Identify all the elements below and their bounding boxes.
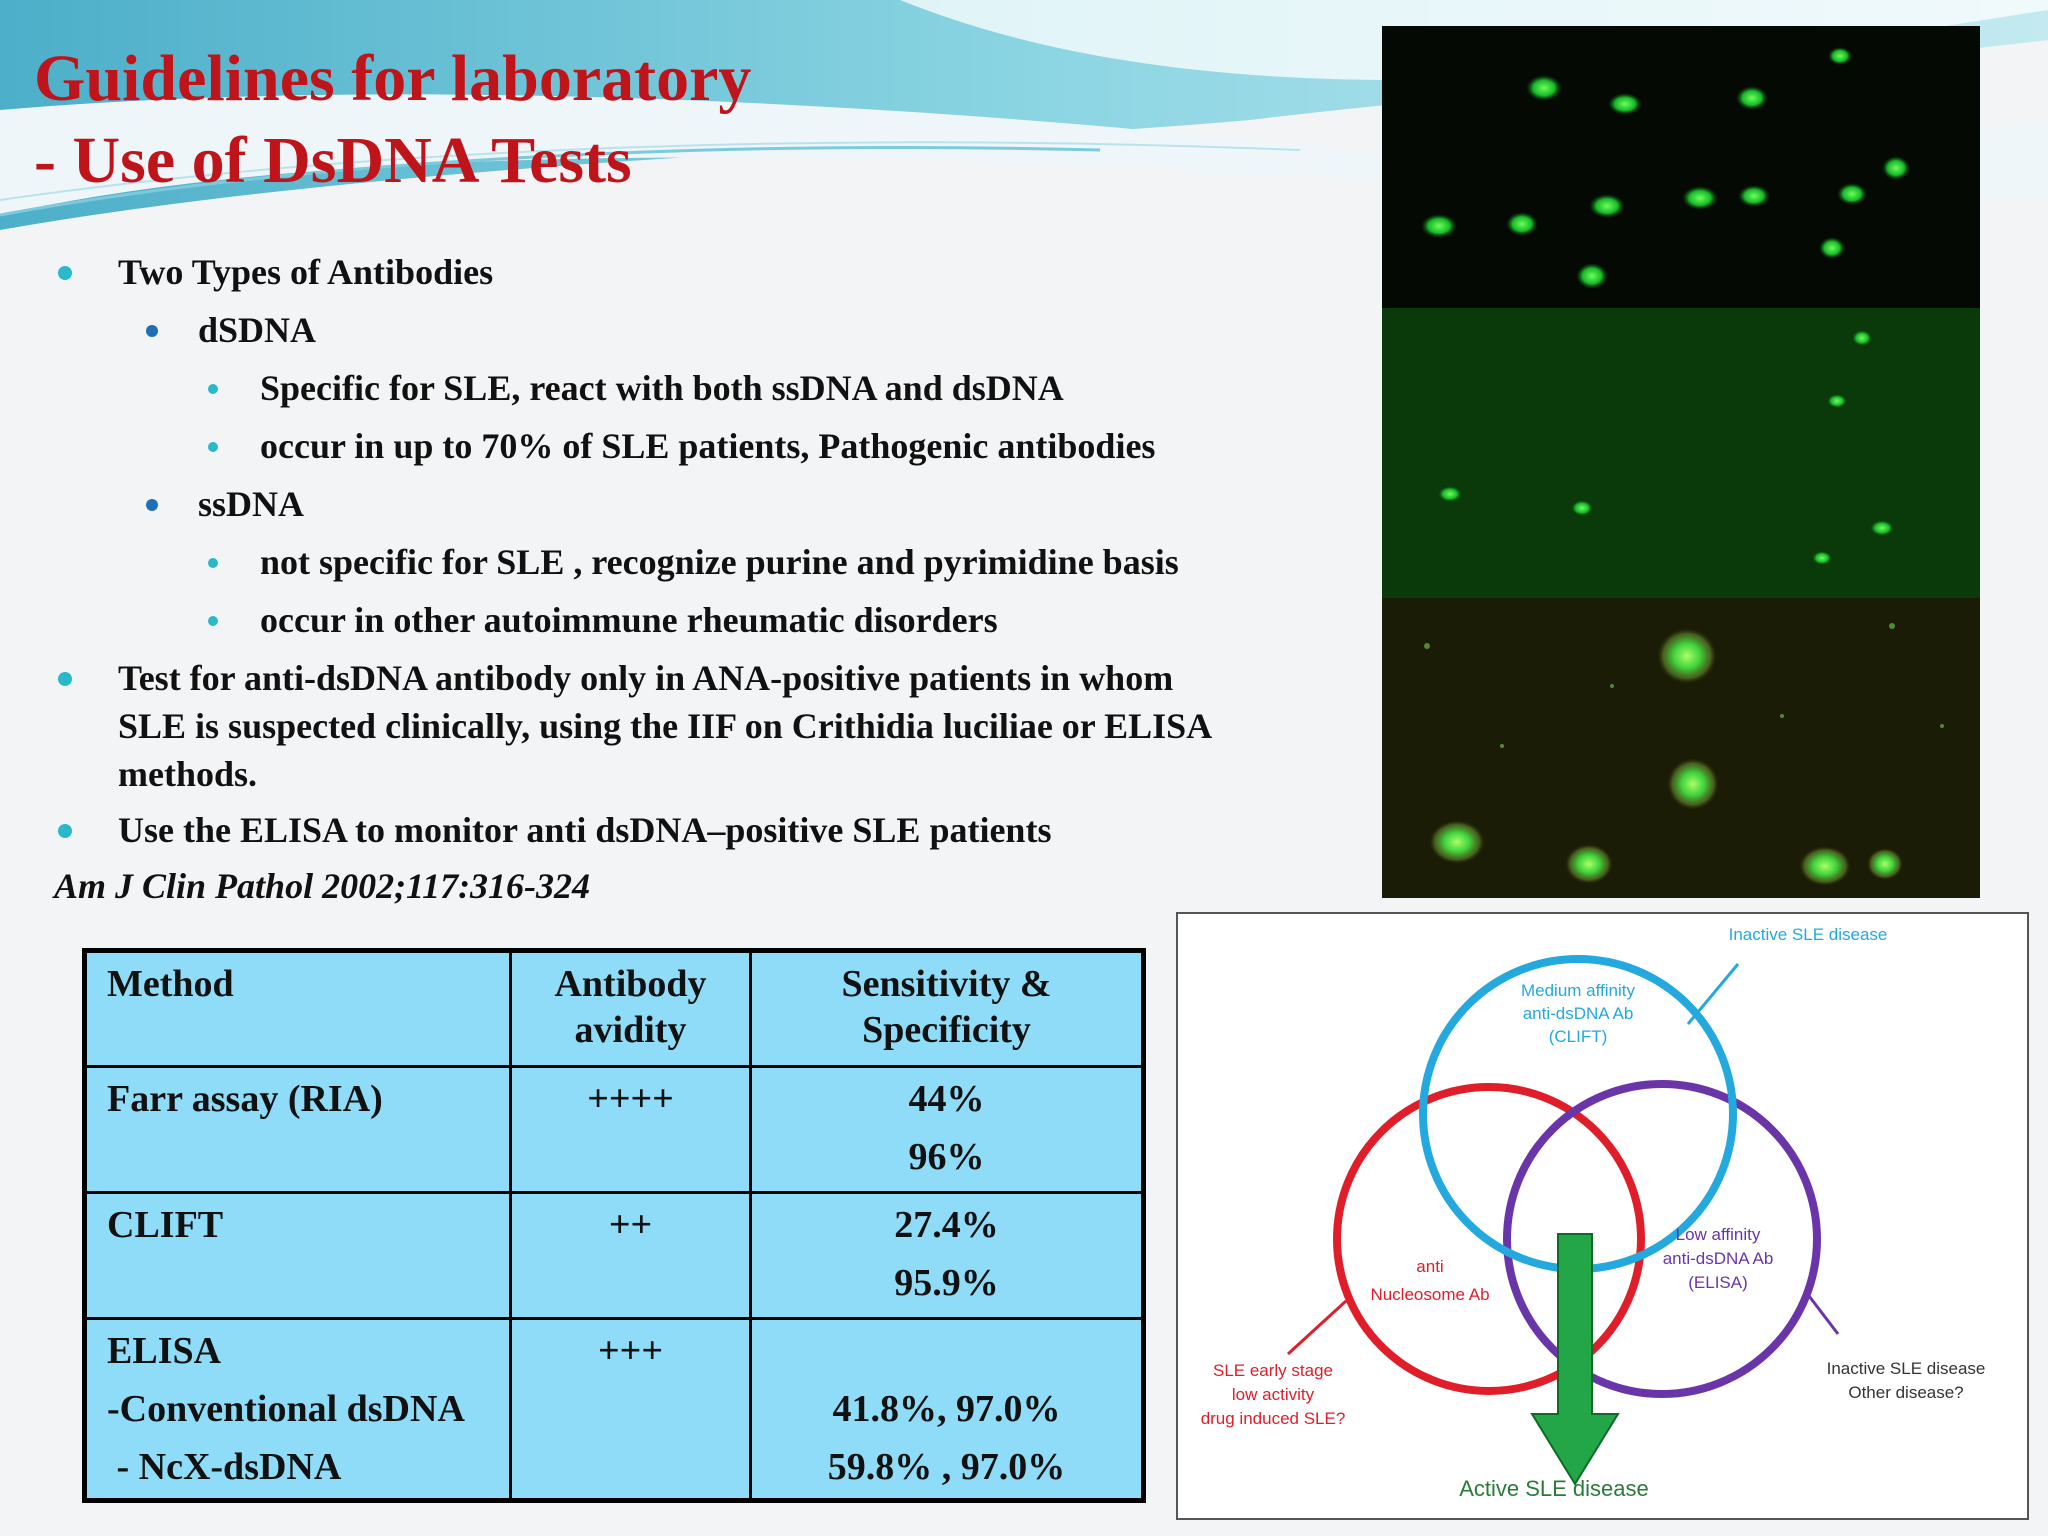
bullet-dsdna: dSDNA xyxy=(198,306,316,354)
bullet-dot-icon xyxy=(58,266,72,280)
arrow-down-icon xyxy=(1532,1234,1618,1484)
header-sensitivity: Sensitivity & Specificity xyxy=(751,951,1144,1067)
label-anti-nucleosome: anti xyxy=(1416,1257,1444,1276)
bullet-dsdna-occurrence: occur in up to 70% of SLE patients, Pathogenic antibodies xyxy=(260,422,1155,470)
bullet-dsdna-specific: Specific for SLE, react with both ssDNA and dsDNA xyxy=(260,364,1064,412)
citation: Am J Clin Pathol 2002;117:316-324 xyxy=(54,866,591,906)
bullet-test-anti-dsdna: Test for anti-dsDNA antibody only in ANA-positive patients in whom SLE is suspected clinically, using the IIF on Crithidia luciliae or ELISA methods. xyxy=(118,654,1212,798)
sensitivity-cell: 44% 96% xyxy=(751,1067,1144,1193)
table-row xyxy=(85,1067,1144,1193)
label-medium-affinity: Medium affinity xyxy=(1520,981,1636,1000)
bullet-elisa-monitor: Use the ELISA to monitor anti dsDNA–positive SLE patients xyxy=(118,806,1051,854)
venn-diagram xyxy=(1176,912,2029,1520)
svg-text:Other disease?: Other disease? xyxy=(1848,1383,1964,1402)
label-inactive-other: Inactive SLE disease xyxy=(1826,1359,1986,1378)
avidity-cell: ++++ xyxy=(511,1067,751,1193)
svg-text:drug induced SLE?: drug induced SLE? xyxy=(1200,1409,1346,1428)
svg-text:Nucleosome Ab: Nucleosome Ab xyxy=(1370,1285,1490,1304)
svg-text:(ELISA): (ELISA) xyxy=(1688,1273,1748,1292)
svg-text:(CLIFT): (CLIFT) xyxy=(1548,1027,1608,1046)
title-line-1: Guidelines for laboratory xyxy=(34,42,752,115)
table-header-row xyxy=(85,951,1144,1067)
header-method: Method xyxy=(85,951,511,1067)
header-avidity: Antibody avidity xyxy=(511,951,751,1067)
bullet-dot-icon xyxy=(208,558,218,568)
label-low-affinity: Low affinity xyxy=(1675,1225,1761,1244)
venn-circle-purple xyxy=(1507,1084,1817,1394)
microscopy-image xyxy=(1382,26,1980,898)
bullet-dot-icon xyxy=(146,499,158,511)
label-active-sle: Active SLE disease xyxy=(1459,1476,1649,1501)
bullet-dot-icon xyxy=(58,824,72,838)
sensitivity-cell: 41.8%, 97.0% 59.8% , 97.0% xyxy=(751,1319,1144,1501)
table-row xyxy=(85,1193,1144,1319)
label-inactive-top: Inactive SLE disease xyxy=(1728,925,1888,944)
sensitivity-cell: 27.4% 95.9% xyxy=(751,1193,1144,1319)
avidity-cell: ++ xyxy=(511,1193,751,1319)
method-cell: ELISA -Conventional dsDNA - NcX-dsDNA xyxy=(85,1319,511,1501)
title-line-2: - Use of DsDNA Tests xyxy=(34,124,632,197)
bullet-dot-icon xyxy=(208,384,218,394)
avidity-cell: +++ xyxy=(511,1319,751,1501)
bullet-ssdna: ssDNA xyxy=(198,480,304,528)
bullet-dot-icon xyxy=(208,442,218,452)
method-cell: CLIFT xyxy=(85,1193,511,1319)
label-early-stage: SLE early stage xyxy=(1212,1361,1334,1380)
method-cell: Farr assay (RIA) xyxy=(85,1067,511,1193)
bullet-dot-icon xyxy=(58,672,72,686)
svg-text:low activity: low activity xyxy=(1231,1385,1315,1404)
table-row xyxy=(85,1319,1144,1501)
svg-text:anti-dsDNA Ab: anti-dsDNA Ab xyxy=(1662,1249,1774,1268)
bullet-dot-icon xyxy=(146,325,158,337)
bullet-ssdna-not-specific: not specific for SLE , recognize purine and pyrimidine basis xyxy=(260,538,1179,586)
bullet-ssdna-occurrence: occur in other autoimmune rheumatic disorders xyxy=(260,596,998,644)
bullet-two-types: Two Types of Antibodies xyxy=(118,248,493,296)
slide-title xyxy=(34,38,751,202)
svg-text:anti-dsDNA Ab: anti-dsDNA Ab xyxy=(1522,1004,1634,1023)
method-comparison-table xyxy=(82,948,1146,1503)
bullet-dot-icon xyxy=(208,616,218,626)
